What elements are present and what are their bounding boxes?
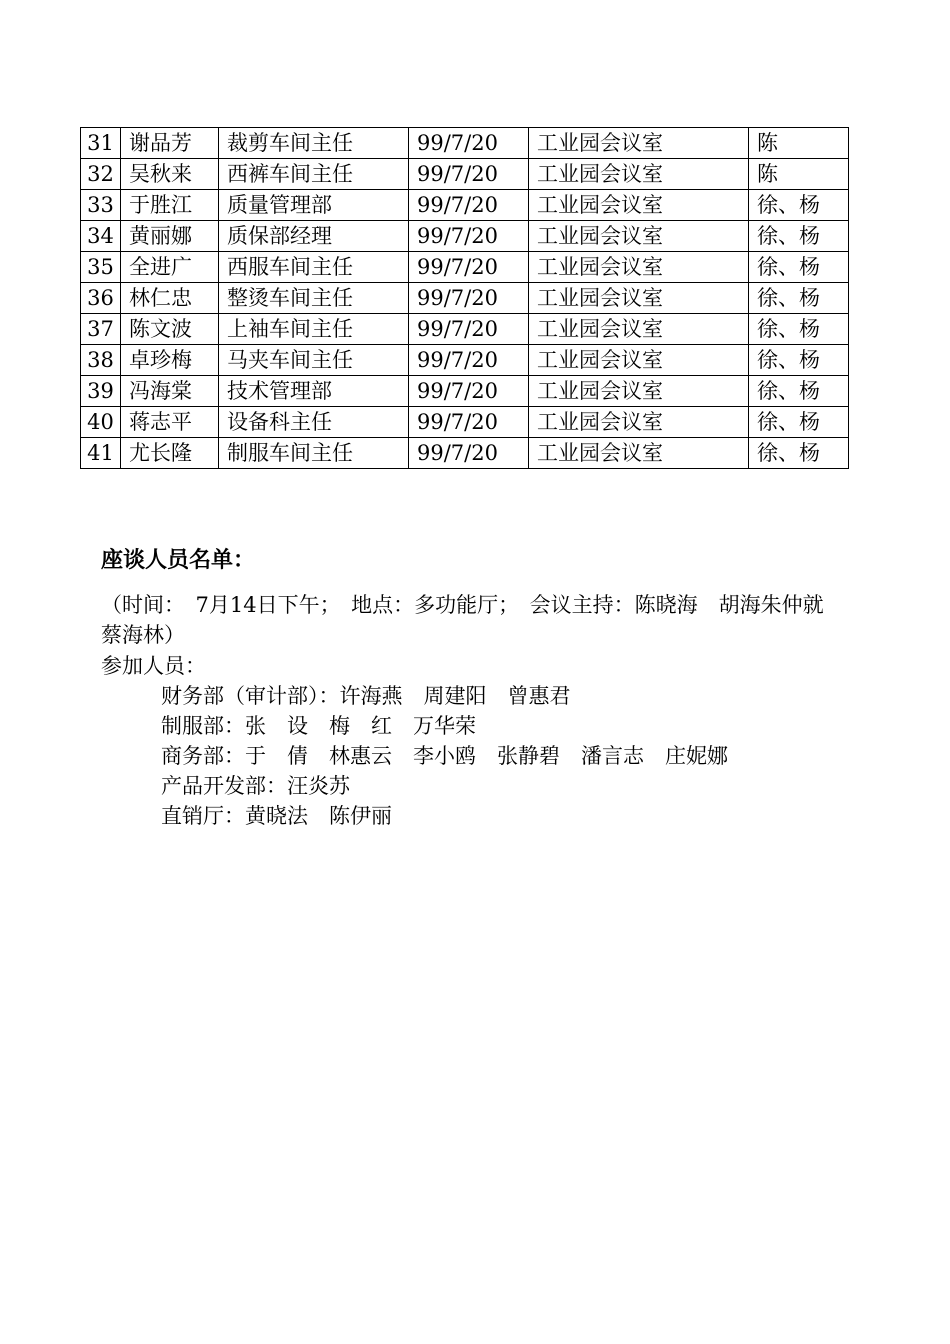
interviewer-cell: 徐、杨 [749, 283, 849, 314]
interviewer-cell: 陈 [749, 128, 849, 159]
location-cell: 工业园会议室 [529, 159, 749, 190]
table-row [81, 128, 849, 159]
row-number-cell: 36 [81, 283, 121, 314]
interviewer-cell: 徐、杨 [749, 221, 849, 252]
position-cell: 马夹车间主任 [219, 345, 409, 376]
position-cell: 质保部经理 [219, 221, 409, 252]
position-cell: 上袖车间主任 [219, 314, 409, 345]
location-cell: 工业园会议室 [529, 190, 749, 221]
row-number-cell: 31 [81, 128, 121, 159]
table-row [81, 252, 849, 283]
table-row [81, 283, 849, 314]
position-cell: 制服车间主任 [219, 438, 409, 469]
participants-label: 参加人员： [101, 654, 206, 678]
position-cell: 整烫车间主任 [219, 283, 409, 314]
interviewer-cell: 徐、杨 [749, 252, 849, 283]
date-cell: 99/7/20 [409, 407, 529, 438]
location-cell: 工业园会议室 [529, 314, 749, 345]
person-name-cell: 陈文波 [121, 314, 219, 345]
date-cell: 99/7/20 [409, 159, 529, 190]
location-cell: 工业园会议室 [529, 283, 749, 314]
row-number-cell: 32 [81, 159, 121, 190]
interviewer-cell: 徐、杨 [749, 407, 849, 438]
meeting-info: （时间： 7月14日下午； 地点：多功能厅； 会议主持：陈晓海 胡海朱仲就 蔡海林） [101, 593, 845, 647]
row-number-cell: 35 [81, 252, 121, 283]
location-cell: 工业园会议室 [529, 128, 749, 159]
interviewer-cell: 徐、杨 [749, 438, 849, 469]
person-name-cell: 全进广 [121, 252, 219, 283]
interviewer-cell: 徐、杨 [749, 345, 849, 376]
row-number-cell: 33 [81, 190, 121, 221]
department-line: 商务部：于 倩 林惠云 李小鸥 张静碧 潘言志 庄妮娜 [161, 744, 728, 768]
position-cell: 质量管理部 [219, 190, 409, 221]
row-number-cell: 41 [81, 438, 121, 469]
date-cell: 99/7/20 [409, 190, 529, 221]
person-name-cell: 冯海棠 [121, 376, 219, 407]
date-cell: 99/7/20 [409, 314, 529, 345]
row-number-cell: 37 [81, 314, 121, 345]
interviewer-cell: 徐、杨 [749, 190, 849, 221]
schedule-table [80, 127, 849, 469]
person-name-cell: 黄丽娜 [121, 221, 219, 252]
position-cell: 西裤车间主任 [219, 159, 409, 190]
location-cell: 工业园会议室 [529, 407, 749, 438]
table-row [81, 314, 849, 345]
department-line: 财务部（审计部）：许海燕 周建阳 曾惠君 [161, 684, 571, 708]
table-row [81, 438, 849, 469]
position-cell: 设备科主任 [219, 407, 409, 438]
table-row [81, 345, 849, 376]
position-cell: 西服车间主任 [219, 252, 409, 283]
date-cell: 99/7/20 [409, 438, 529, 469]
date-cell: 99/7/20 [409, 376, 529, 407]
position-cell: 裁剪车间主任 [219, 128, 409, 159]
person-name-cell: 于胜江 [121, 190, 219, 221]
location-cell: 工业园会议室 [529, 221, 749, 252]
table-row [81, 221, 849, 252]
table-body [81, 128, 849, 469]
table-row [81, 407, 849, 438]
row-number-cell: 39 [81, 376, 121, 407]
department-line: 制服部：张 设 梅 红 万华荣 [161, 714, 476, 738]
location-cell: 工业园会议室 [529, 345, 749, 376]
location-cell: 工业园会议室 [529, 376, 749, 407]
row-number-cell: 34 [81, 221, 121, 252]
person-name-cell: 谢品芳 [121, 128, 219, 159]
table-row [81, 376, 849, 407]
section-title: 座谈人员名单： [101, 548, 256, 573]
person-name-cell: 吴秋来 [121, 159, 219, 190]
table-row [81, 190, 849, 221]
date-cell: 99/7/20 [409, 345, 529, 376]
person-name-cell: 蒋志平 [121, 407, 219, 438]
department-line: 产品开发部：汪炎苏 [161, 774, 350, 798]
person-name-cell: 尤长隆 [121, 438, 219, 469]
table-row [81, 159, 849, 190]
position-cell: 技术管理部 [219, 376, 409, 407]
date-cell: 99/7/20 [409, 252, 529, 283]
location-cell: 工业园会议室 [529, 252, 749, 283]
interviewer-cell: 徐、杨 [749, 314, 849, 345]
date-cell: 99/7/20 [409, 283, 529, 314]
location-cell: 工业园会议室 [529, 438, 749, 469]
row-number-cell: 38 [81, 345, 121, 376]
date-cell: 99/7/20 [409, 128, 529, 159]
row-number-cell: 40 [81, 407, 121, 438]
interviewer-cell: 徐、杨 [749, 376, 849, 407]
person-name-cell: 林仁忠 [121, 283, 219, 314]
interviewer-cell: 陈 [749, 159, 849, 190]
department-line: 直销厅：黄晓法 陈伊丽 [161, 804, 392, 828]
person-name-cell: 卓珍梅 [121, 345, 219, 376]
date-cell: 99/7/20 [409, 221, 529, 252]
